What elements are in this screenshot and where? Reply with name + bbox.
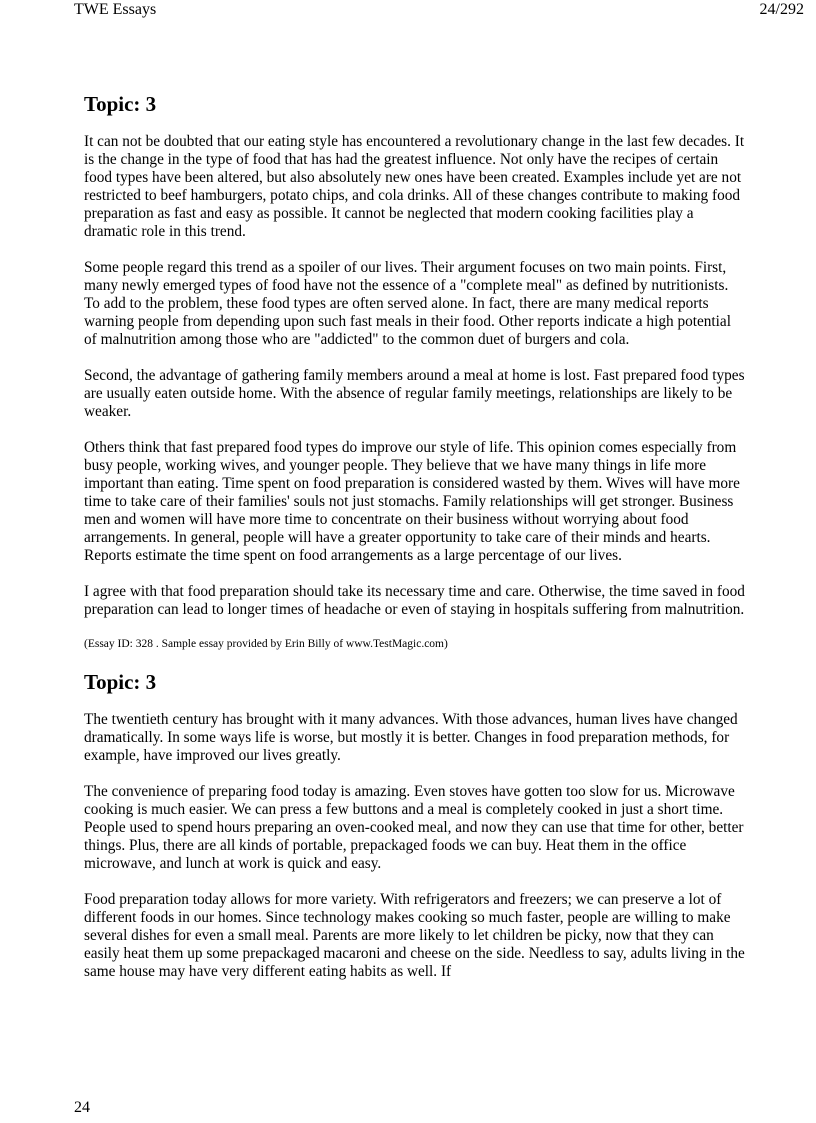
- footer-page-number: 24: [74, 1099, 90, 1116]
- essay-2-title: Topic: 3: [84, 670, 157, 694]
- running-header-page-count: 24/292: [759, 1, 804, 18]
- essay-2-paragraph-1: The twentieth century has brought with it many advances. With those advances, human lives have changed dramatically. In some ways life is worse, but mostly it is better. Changes in food preparation methods, for example, have improved our lives greatly.: [84, 711, 738, 764]
- essay-1-paragraph-2: Some people regard this trend as a spoiler of our lives. Their argument focuses on two main points. First, many newly emerged types of food have not the essence of a "complete meal" as defined by nutritionists. To add to the problem, these food types are often served alone. In fact, there are many medical reports warning people from depending upon such fast meals in their food. Other reports indicate a high potential of malnutrition among those who are "addicted" to the common duet of burgers and cola.: [84, 259, 731, 348]
- running-header-title: TWE Essays: [74, 1, 157, 18]
- essay-2-paragraph-2: The convenience of preparing food today is amazing. Even stoves have gotten too slow for us. Microwave cooking is much easier. We can press a few buttons and a meal is completely cooked in just a short time. People used to spend hours preparing an oven-cooked meal, and now they can use that time for other, better things. Plus, there are all kinds of portable, prepackaged foods we can buy. Heat them in the office microwave, and lunch at work is quick and easy.: [84, 783, 744, 872]
- page-content: [84, 92, 746, 999]
- essay-1-paragraph-4: Others think that fast prepared food types do improve our style of life. This opinion comes especially from busy people, working wives, and younger people. They believe that we have many things in life more important than eating. Time spent on food preparation is considered wasted by them. Wives will have more time to take care of their families' souls not just stomachs. Family relationships will get stronger. Business men and women will have more time to concentrate on their business without worrying about food arrangements. In general, people will have a greater opportunity to take care of their minds and hearts. Reports estimate the time spent on food arrangements as a large percentage of our lives.: [84, 439, 740, 564]
- essay-1-paragraph-1: It can not be doubted that our eating style has encountered a revolutionary change in the last few decades. It is the change in the type of food that has had the greatest influence. Not only have the recipes of certain food types have been altered, but also absolutely new ones have been created. Examples include yet are not restricted to beef hamburgers, potato chips, and cola drinks. All of these changes contribute to making food preparation as fast and easy as possible. It cannot be neglected that modern cooking facilities play a dramatic role in this trend.: [84, 133, 745, 240]
- essay-1-paragraph-5: I agree with that food preparation should take its necessary time and care. Otherwise, the time saved in food preparation can lead to longer times of headache or even of staying in hospitals suffering from malnutrition.: [84, 583, 745, 618]
- essay-1-credit: (Essay ID: 328 . Sample essay provided by Erin Billy of www.TestMagic.com): [84, 638, 448, 650]
- essay-1-title: Topic: 3: [84, 92, 157, 116]
- essay-1-paragraph-3: Second, the advantage of gathering family members around a meal at home is lost. Fast prepared food types are usually eaten outside home. With the absence of regular family meetings, relationships are likely to be weaker.: [84, 367, 745, 420]
- essay-2-paragraph-3: Food preparation today allows for more variety. With refrigerators and freezers; we can preserve a lot of different foods in our homes. Since technology makes cooking so much faster, people are willing to make several dishes for even a small meal. Parents are more likely to let children be picky, now that they can easily heat them up some prepackaged macaroni and cheese on the side. Needless to say, adults living in the same house may have very different eating habits as well. If: [84, 891, 745, 980]
